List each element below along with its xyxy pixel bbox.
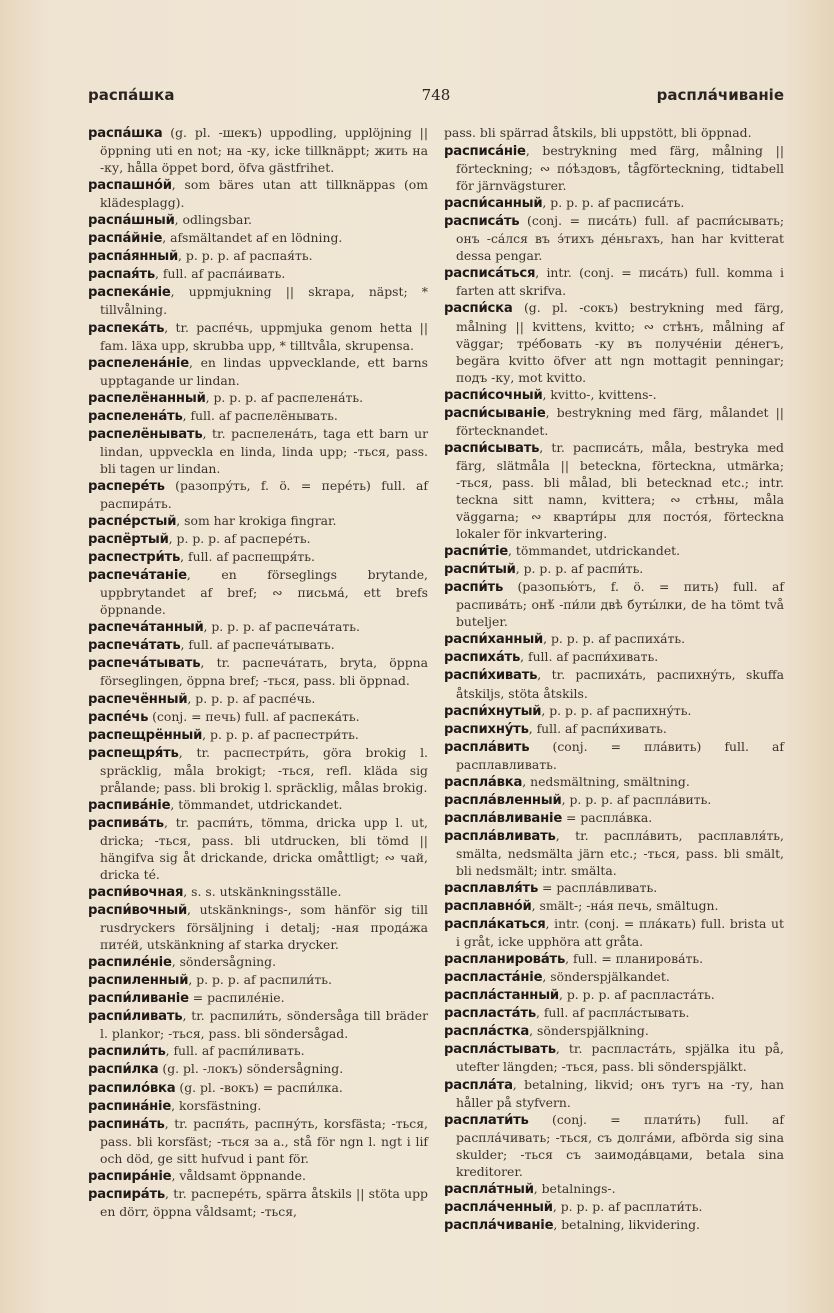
entry-headword: распелёнывать <box>88 426 203 442</box>
dictionary-entry <box>444 827 784 879</box>
entry-definition: (g. pl. -сокъ) bestrykning med färg, målning || kvittens, kvitto; ∾ стѣнъ, målning af väggar; тре́бовать -ку въ получе́ніи де́негъ, begära kvitto öfver att ngn mottagit penningar; подъ -ку, mot kvitto. <box>456 300 784 385</box>
page-number: 748 <box>421 86 451 104</box>
dictionary-entry <box>444 738 784 773</box>
entry-headword: распещрённый <box>88 727 203 743</box>
entry-definition: , intr. (conj. = пла́кать) full. brista ut i gråt, icke upphöra att gråta. <box>456 916 784 950</box>
entry-headword: расписа́ть <box>444 214 520 230</box>
entry-definition: , tr. распи́ть, tömma, dricka upp l. ut, dricka; -ться, pass. bli utdrucken, bli tömd || hängifva sig åt drickande, dricka omåttligt; ∾ чай, dricka té. <box>100 814 428 882</box>
dictionary-entry <box>444 142 784 194</box>
entry-headword: распили́ть <box>88 1044 166 1060</box>
dictionary-entry <box>88 989 428 1007</box>
dictionary-entry <box>88 319 428 354</box>
entry-definition: , p. p. p. af распи́ть. <box>515 561 644 577</box>
dictionary-entry <box>88 512 428 530</box>
entry-headword: распи́тіе <box>444 544 509 560</box>
entry-definition: , tr. распере́ть, spärra åtskils || stöta upp en dörr, öppna våldsamt; -ться, <box>100 1185 428 1219</box>
dictionary-entry <box>88 726 428 744</box>
entry-headword: распи́лка <box>88 1062 159 1078</box>
entry-definition: , p. p. p. af распеча́тать. <box>203 619 360 635</box>
entry-headword: расписа́ніе <box>444 144 526 160</box>
entry-headword: распиха́ть <box>444 650 521 666</box>
entry-headword: распла́вливаніе <box>444 810 563 826</box>
entry-definition: , sönderspjälkandet. <box>542 969 670 985</box>
dictionary-entry <box>88 265 428 283</box>
entry-headword: распестри́ть <box>88 550 181 566</box>
dictionary-entry <box>88 1060 428 1078</box>
dictionary-entry <box>88 389 428 407</box>
entry-headword: распихну́ть <box>444 721 529 737</box>
entry-headword: распла́вка <box>444 774 523 790</box>
entry-definition: , full. af распи́хивать. <box>528 720 667 736</box>
entry-headword: распелена́ть <box>88 408 183 424</box>
entry-definition: , full. af распеча́тывать. <box>180 637 335 653</box>
entry-definition: pass. bli spärrad åtskils, bli uppstött, bli öppnad. <box>444 125 752 140</box>
entry-definition: (conj. = печь) full. af распека́ть. <box>148 708 360 724</box>
dictionary-entry <box>88 229 428 247</box>
dictionary-entry <box>88 901 428 953</box>
entry-headword: распи́тый <box>444 562 516 578</box>
dictionary-entry <box>444 720 784 738</box>
entry-headword: распи́сочный <box>444 387 543 403</box>
entry-definition: , p. p. p. af распере́ть. <box>168 531 311 547</box>
entry-definition: , tömmandet, utdrickandet. <box>508 543 681 559</box>
entry-headword: распи́вочный <box>88 903 188 919</box>
entry-definition: , p. p. p. af распихну́ть. <box>541 702 692 718</box>
entry-headword: распи́ливать <box>88 1009 183 1025</box>
dictionary-entry <box>444 264 784 299</box>
entry-headword: распечённый <box>88 691 188 707</box>
dictionary-entry <box>88 708 428 726</box>
dictionary-entry <box>444 809 784 827</box>
dictionary-entry <box>88 1185 428 1220</box>
entry-headword: распёртый <box>88 532 169 548</box>
entry-headword: распла́стывать <box>444 1042 556 1058</box>
entry-definition: , tr. распе́чь, uppmjuka genom hetta || fam. läxa upp, skrubba upp, * tilltvåla, skrupensa. <box>100 319 428 353</box>
entry-headword: распива́ть <box>88 815 164 831</box>
dictionary-entry <box>88 618 428 636</box>
entry-definition: , tr. распеча́тать, bryta, öppna förseglingen, öppna bref; -ться, pass. bli öppnad. <box>100 655 428 689</box>
entry-headword: распла́станный <box>444 988 559 1004</box>
entry-definition: (g. pl. -локъ) söndersågning. <box>158 1061 344 1077</box>
entry-definition: , full. af распещря́ть. <box>180 549 315 565</box>
dictionary-entry <box>88 211 428 229</box>
entry-definition: , tr. расписа́ть, måla, bestryka med färg, slätmåla || beteckna, förteckna, utmärka; -ться, pass. bli målad, bli betecknad etc.; intr. teckna sitt namn, kvittera; ∾ стѣны, måla väggarna; ∾ кварти́ры для посто́я, förteckna lokaler för inkvartering. <box>456 439 784 542</box>
dictionary-entry <box>88 566 428 618</box>
dictionary-entry <box>444 542 784 560</box>
left-column <box>88 124 428 1220</box>
dictionary-entry <box>444 439 784 542</box>
dictionary-entry <box>88 636 428 654</box>
dictionary-entry <box>88 1042 428 1060</box>
dictionary-entry <box>444 404 784 439</box>
dictionary-entry <box>444 1180 784 1198</box>
dictionary-entry <box>444 986 784 1004</box>
dictionary-entry <box>444 1198 784 1216</box>
entry-definition: , söndersågning. <box>171 954 277 970</box>
dictionary-entry <box>88 1007 428 1042</box>
dictionary-entry <box>88 407 428 425</box>
entry-definition: (разопру́ть, f. ö. = пере́ть) full. af распира́ть. <box>100 477 428 511</box>
entry-definition: , tr. распестри́ть, göra brokig l. spräcklig, måla brokigt; -ться, refl. kläda sig prålande; pass. bli brokig l. spräcklig, målas brokig. <box>100 744 428 795</box>
dictionary-entry <box>88 283 428 318</box>
dictionary-entry <box>444 1076 784 1111</box>
entry-headword: распа́шка <box>88 126 163 141</box>
dictionary-entry <box>444 124 784 142</box>
entry-definition: , betalning, likvid; онъ тугъ на -ту, han håller på styfvern. <box>456 1076 784 1110</box>
dictionary-entry <box>444 630 784 648</box>
dictionary-entry <box>88 176 428 211</box>
entry-definition: , full. af распа́ивать. <box>155 266 286 282</box>
dictionary-entry <box>88 425 428 477</box>
entry-definition: , tr. распласта́ть, spjälka itu på, utefter längden; -ться, pass. bli sönderspjälkt. <box>456 1041 784 1075</box>
dictionary-entry <box>88 1079 428 1097</box>
entry-definition: , bestrykning med färg, målandet || förtecknandet. <box>456 404 784 438</box>
entry-headword: распла́чиваніе <box>444 1217 554 1233</box>
header-first-word: распа́шка <box>88 86 175 104</box>
entry-headword: распина́ніе <box>88 1098 172 1114</box>
entry-definition: , tr. распя́ть, распну́ть, korsfästa; -ться, pass. bli korsfäst; -ться за a., stå för ngn l. ngt i lif och död, ge sitt hufvud i pant för. <box>100 1115 428 1166</box>
entry-headword: расплавно́й <box>444 899 532 915</box>
entry-headword: распи́хнутый <box>444 703 542 719</box>
entry-headword: распеча́тать <box>88 638 181 654</box>
entry-definition: , utskänknings-, som hänför sig till rusdryckers försäljning i detalj; -ная прода́жа пите́й, utskänkning af starka drycker. <box>100 902 428 953</box>
entry-definition: , p. p. p. af распласта́ть. <box>558 987 715 1003</box>
entry-headword: распа́йніе <box>88 231 163 247</box>
entry-definition: , full. af распла́стывать. <box>535 1005 690 1021</box>
dictionary-entry <box>444 1022 784 1040</box>
dictionary-entry <box>88 796 428 814</box>
entry-headword: распи́вочная <box>88 885 184 901</box>
entry-headword: распеча́танный <box>88 620 204 636</box>
entry-definition: , p. p. p. af распе́чь. <box>187 690 316 706</box>
entry-headword: распелёнанный <box>88 390 206 406</box>
entry-definition: , våldsamt öppnande. <box>171 1167 306 1183</box>
entry-definition: , kvitto-, kvittens-. <box>542 386 657 402</box>
running-header <box>88 86 784 112</box>
header-last-word: распла́чиваніе <box>656 86 784 104</box>
dictionary-entry <box>444 1216 784 1234</box>
entry-definition: , smält-; -на́я печь, smältugn. <box>531 898 719 914</box>
dictionary-entry <box>444 299 784 385</box>
dictionary-entry <box>444 648 784 666</box>
entry-definition: , p. p. p. af расписа́ть. <box>542 195 685 211</box>
entry-definition: , en lindas uppvecklande, ett barns upptagande ur lindan. <box>100 354 428 388</box>
entry-definition: (g. pl. -шекъ) uppodling, upplöjning || öppning uti en not; на -ку, icke tillknäppt; жить на -ку, hålla öppet bord, öfva gästfrihet. <box>100 125 428 176</box>
entry-definition: , p. p. p. af распили́ть. <box>188 972 332 988</box>
entry-headword: распи́сывать <box>444 440 540 456</box>
entry-definition: = распла́вка. <box>562 809 653 825</box>
dictionary-entry <box>88 1097 428 1115</box>
entry-definition: , full. = планирова́ть. <box>565 951 704 967</box>
entry-headword: распла́каться <box>444 917 546 933</box>
dictionary-entry <box>444 1004 784 1022</box>
entry-headword: расплати́ть <box>444 1112 529 1128</box>
entry-definition: , full. af распелёнывать. <box>182 407 338 423</box>
entry-headword: распе́рстый <box>88 514 177 530</box>
right-column <box>444 124 784 1234</box>
entry-headword: распеча́тывать <box>88 656 201 672</box>
dictionary-entry <box>444 1111 784 1180</box>
dictionary-entry <box>444 578 784 630</box>
entry-headword: распласта́ть <box>444 1006 536 1022</box>
entry-headword: распира́ть <box>88 1186 166 1202</box>
entry-definition: , betalning, likvidering. <box>553 1216 700 1232</box>
entry-headword: распиле́ніе <box>88 955 172 971</box>
dictionary-entry <box>88 548 428 566</box>
entry-headword: распла́стка <box>444 1024 530 1040</box>
entry-definition: , en förseglings brytande, uppbrytandet af bref; ∾ письма́, ett brefs öppnande. <box>100 567 428 618</box>
entry-definition: = распла́вливать. <box>538 880 658 896</box>
dictionary-entry <box>444 950 784 968</box>
entry-headword: распла́та <box>444 1077 513 1093</box>
entry-headword: распланирова́ть <box>444 952 566 968</box>
entry-headword: распива́ніе <box>88 797 171 813</box>
entry-definition: , tr. распла́вить, расплавля́ть, smälta, nedsmälta järn etc.; -ться, pass. bli smält, bli nedsmält; intr. smälta. <box>456 827 784 878</box>
entry-headword: распи́ть <box>444 580 504 596</box>
entry-headword: распа́шный <box>88 213 175 229</box>
entry-definition: = распиле́ніе. <box>188 990 285 1006</box>
dictionary-entry <box>88 477 428 512</box>
dictionary-entry <box>88 354 428 389</box>
entry-definition: , p. p. p. af распиха́ть. <box>543 631 686 647</box>
entry-headword: распиленный <box>88 973 189 989</box>
entry-definition: (conj. = плати́ть) full. af распла́чивать; -ться, съ долга́ми, afbörda sig sina skulder; -ться съ заимода́вцами, betala sina kreditorer. <box>456 1111 784 1179</box>
entry-headword: распере́ть <box>88 478 165 494</box>
dictionary-entry <box>444 386 784 404</box>
entry-headword: распи́хивать <box>444 668 538 684</box>
entry-headword: распека́ніе <box>88 285 171 301</box>
entry-definition: , uppmjukning || skrapa, näpst; * tillvålning. <box>100 284 428 318</box>
entry-definition: (g. pl. -вокъ) = распи́лка. <box>175 1079 343 1095</box>
entry-definition: (conj. = писа́ть) full. af распи́сывать; онъ -са́лся въ э́тихъ де́ньгахъ, han har kvitterat dessa pengar. <box>456 213 784 264</box>
entry-headword: распеча́таніе <box>88 568 187 584</box>
dictionary-entry <box>88 124 428 176</box>
entry-headword: распира́ніе <box>88 1168 172 1184</box>
entry-headword: расписа́ться <box>444 266 536 282</box>
dictionary-entry <box>88 1167 428 1185</box>
entry-definition: , intr. (conj. = писа́ть) full. komma i farten att skrifva. <box>456 265 784 299</box>
entry-definition: , betalnings-. <box>533 1180 616 1196</box>
entry-headword: распла́тный <box>444 1181 534 1197</box>
entry-headword: распе́чь <box>88 709 149 725</box>
dictionary-entry <box>88 654 428 689</box>
entry-definition: , tömmandet, utdrickandet. <box>170 796 343 812</box>
entry-headword: распи́сываніе <box>444 405 546 421</box>
entry-definition: , bestrykning med färg, målning || förteckning; ∾ по́ѣздовъ, tågförteckning, tidtabell för järnvägsturer. <box>456 143 784 194</box>
entry-headword: распещря́ть <box>88 745 179 761</box>
dictionary-entry <box>444 773 784 791</box>
entry-headword: распашно́й <box>88 178 172 194</box>
entry-definition: , full. af распи́ливать. <box>165 1043 305 1059</box>
dictionary-entry <box>88 953 428 971</box>
dictionary-entry <box>88 690 428 708</box>
entry-headword: распина́ть <box>88 1116 165 1132</box>
entry-headword: распи́ска <box>444 301 513 317</box>
dictionary-entry <box>444 897 784 915</box>
entry-headword: распило́вка <box>88 1080 176 1096</box>
entry-headword: распелена́ніе <box>88 355 190 371</box>
entry-definition: , nedsmältning, smältning. <box>522 773 690 789</box>
entry-definition: , s. s. utskänkningsställe. <box>183 884 342 900</box>
dictionary-entry <box>88 883 428 901</box>
entry-headword: распа́янный <box>88 249 179 265</box>
dictionary-entry <box>88 744 428 796</box>
entry-definition: , som bäres utan att tillknäppas (om klädesplagg). <box>100 177 428 211</box>
dictionary-entry <box>444 212 784 264</box>
entry-headword: распи́санный <box>444 196 543 212</box>
entry-headword: распека́ть <box>88 320 165 336</box>
entry-definition: , p. p. p. af распелена́ть. <box>205 389 364 405</box>
entry-definition: , p. p. p. af расплати́ть. <box>552 1198 703 1214</box>
entry-definition: , full. af распи́хивать. <box>520 649 659 665</box>
dictionary-entry <box>444 666 784 701</box>
entry-definition: (conj. = пла́вить) full. af расплавливать. <box>456 738 784 772</box>
entry-definition: , tr. распиха́ть, распихну́ть, skuffa åtskiljs, stöta åtskils. <box>456 667 784 701</box>
entry-definition: , p. p. p. af распла́вить. <box>561 791 712 807</box>
dictionary-entry <box>88 971 428 989</box>
dictionary-entry <box>444 560 784 578</box>
entry-headword: распла́вить <box>444 739 530 755</box>
entry-headword: распла́вленный <box>444 792 562 808</box>
entry-definition: , afsmältandet af en lödning. <box>162 230 343 246</box>
entry-headword: распая́ть <box>88 267 156 283</box>
dictionary-entry <box>88 814 428 883</box>
entry-headword: распласта́ніе <box>444 970 543 986</box>
dictionary-entry <box>444 915 784 950</box>
dictionary-entry <box>444 702 784 720</box>
entry-definition: , tr. распили́ть, söndersåga till bräder l. plankor; -ться, pass. bli söndersågad. <box>100 1008 428 1042</box>
entry-headword: распи́ханный <box>444 632 544 648</box>
entry-definition: , p. p. p. af распая́ть. <box>178 248 313 264</box>
entry-definition: , odlingsbar. <box>174 212 252 228</box>
dictionary-entry <box>444 194 784 212</box>
entry-headword: распи́ливаніе <box>88 991 189 1007</box>
entry-headword: расплавля́ть <box>444 881 539 897</box>
entry-definition: , tr. распелена́ть, taga ett barn ur lindan, uppveckla en linda, linda upp; -ться, pass. bli tagen ur lindan. <box>100 425 428 476</box>
dictionary-entry <box>444 791 784 809</box>
dictionary-entry <box>88 247 428 265</box>
entry-headword: распла́вливать <box>444 828 556 844</box>
dictionary-entry <box>444 968 784 986</box>
entry-definition: , p. p. p. af распестри́ть. <box>202 726 359 742</box>
entry-definition: , korsfästning. <box>171 1097 262 1113</box>
dictionary-entry <box>88 530 428 548</box>
dictionary-entry <box>444 1040 784 1075</box>
entry-headword: распла́ченный <box>444 1199 553 1215</box>
entry-definition: (разопью́тъ, f. ö. = пить) full. af распива́ть; онѣ́ -пи́ли двѣ буты́лки, de ha tömt två buteljer. <box>456 579 784 630</box>
dictionary-entry <box>444 879 784 897</box>
dictionary-entry <box>88 1115 428 1167</box>
entry-definition: , sönderspjälkning. <box>529 1023 649 1039</box>
entry-definition: , som har krokiga fingrar. <box>176 513 337 529</box>
